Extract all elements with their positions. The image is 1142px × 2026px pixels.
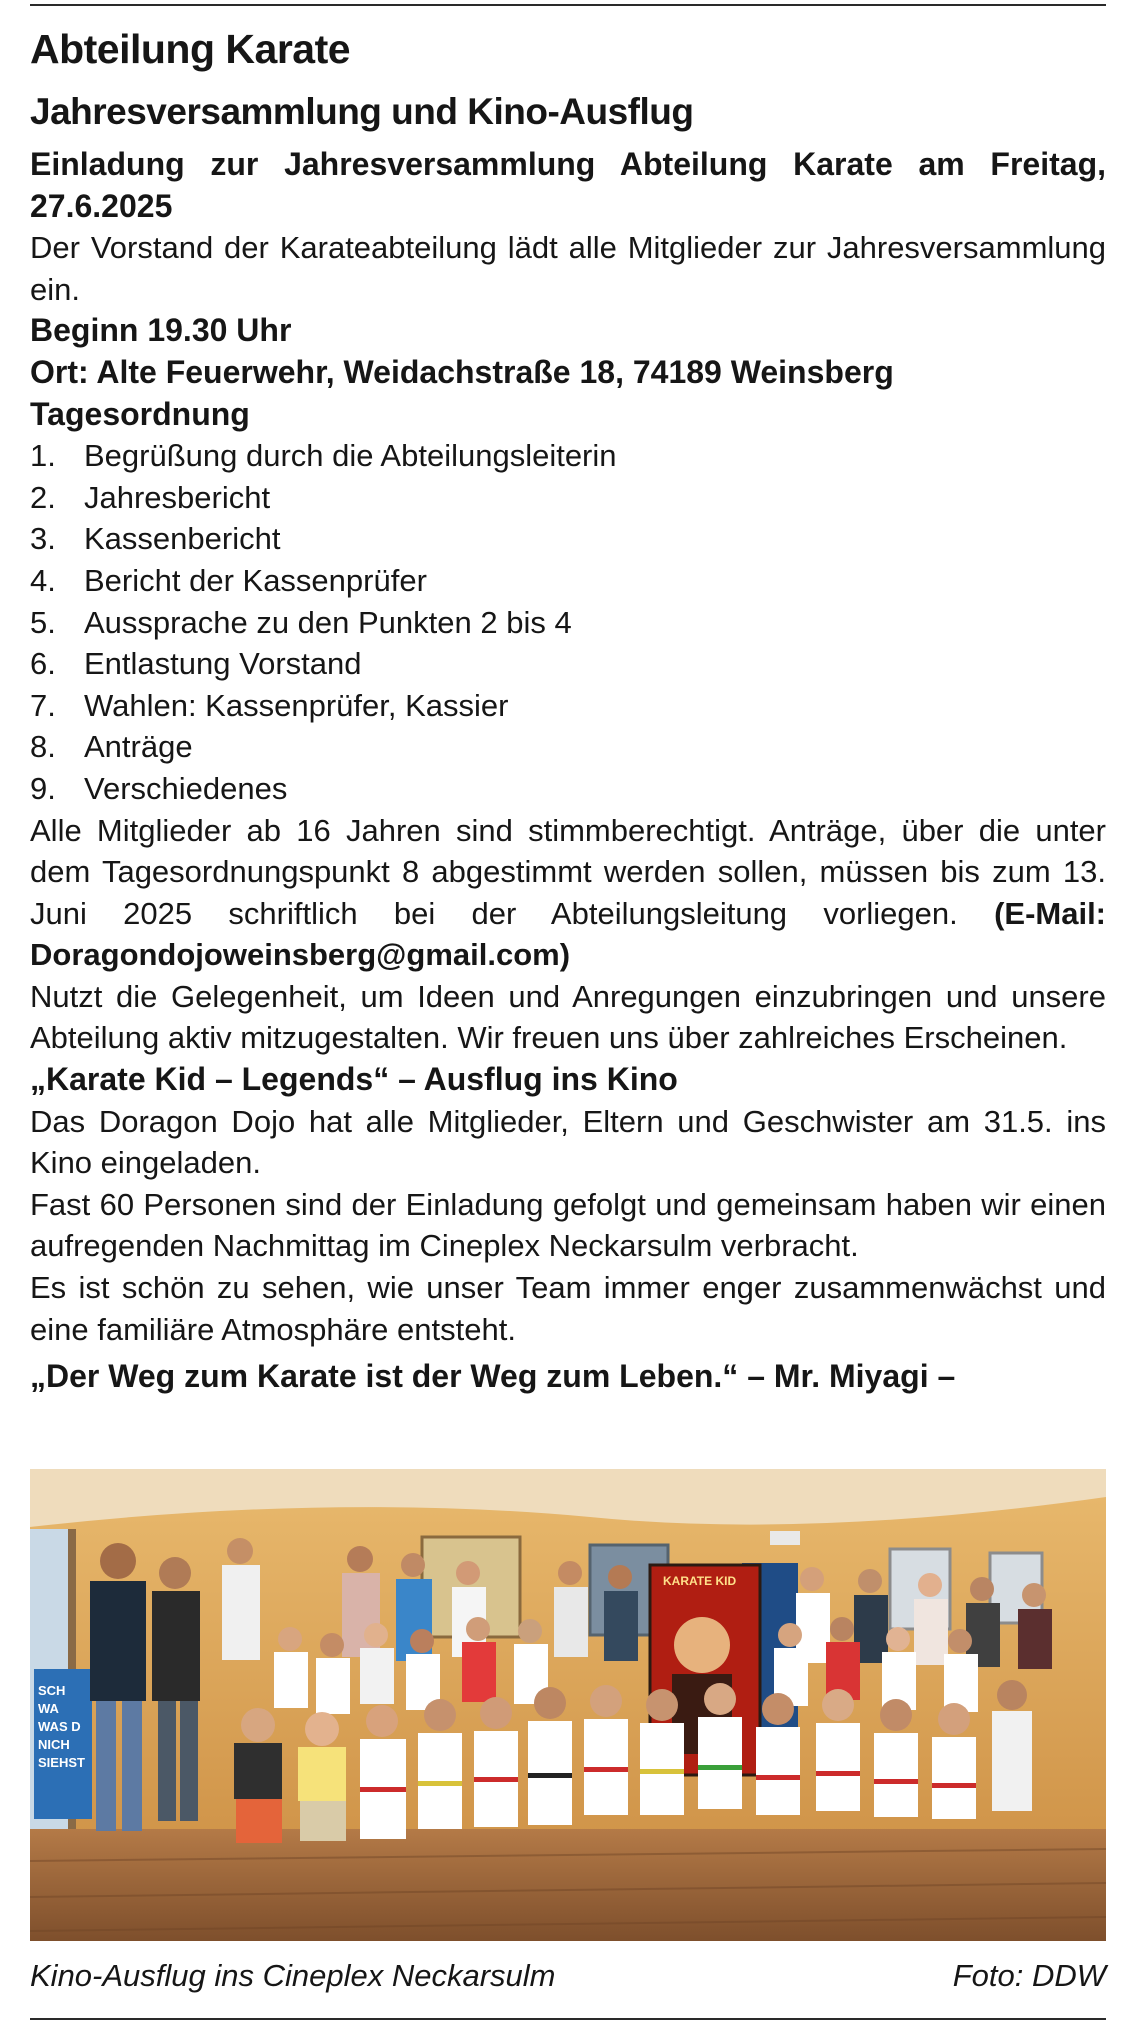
agenda-text: Wahlen: Kassenprüfer, Kassier <box>84 687 509 723</box>
agenda-text: Entlastung Vorstand <box>84 646 362 682</box>
cinema-paragraph: Es ist schön zu sehen, wie unser Team immer enger zusammenwächst und eine familiäre Atmosphäre entsteht. <box>30 1270 1106 1347</box>
banner-line: WAS D <box>38 1719 81 1734</box>
agenda-number: 1. <box>30 438 56 474</box>
cinema-paragraph: Fast 60 Personen sind der Einladung gefolgt und gemeinsam haben wir einen aufregenden Nachmittag im Cineplex Neckarsulm verbracht. <box>30 1186 1106 1264</box>
agenda-number: 6. <box>30 646 56 682</box>
agenda-number: 5. <box>30 604 56 640</box>
bottom-rule <box>30 2018 1106 2020</box>
agenda-number: 7. <box>30 687 56 723</box>
agenda-item <box>30 602 1106 644</box>
section-title: Abteilung Karate <box>30 26 351 72</box>
cinema-paragraph: Das Doragon Dojo hat alle Mitglieder, Eltern und Geschwister am 31.5. ins Kino eingeladen. <box>30 1103 1106 1181</box>
exit-sign <box>770 1531 800 1545</box>
top-rule <box>30 4 1106 6</box>
banner-line: NICH <box>38 1737 70 1752</box>
poster-face <box>674 1617 730 1673</box>
agenda-text: Aussprache zu den Punkten 2 bis 4 <box>84 604 572 640</box>
agenda-number: 3. <box>30 521 56 557</box>
article <box>30 0 1106 2026</box>
agenda-number: 8. <box>30 729 56 765</box>
movie-poster-title: KARATE KID <box>663 1574 737 1588</box>
agenda-item <box>30 726 1106 768</box>
agenda-number: 2. <box>30 479 56 515</box>
miyagi-quote: „Der Weg zum Karate ist der Weg zum Leben.“ – Mr. Miyagi – <box>30 1358 956 1395</box>
invitation-heading: Einladung zur Jahresversammlung Abteilung Karate am Freitag, 27.6.2025 <box>30 146 1106 224</box>
agenda-number: 9. <box>30 770 56 806</box>
agenda-text: Bericht der Kassenprüfer <box>84 562 427 598</box>
banner-line: SIEHST <box>38 1755 85 1770</box>
agenda-item <box>30 435 1106 477</box>
group-photo-illustration <box>30 1469 1106 1941</box>
voting-paragraph <box>30 810 1106 976</box>
agenda-item <box>30 477 1106 519</box>
group-photo <box>30 1469 1106 1941</box>
agenda-text: Verschiedenes <box>84 770 288 806</box>
encouragement-text: Nutzt die Gelegenheit, um Ideen und Anregungen einzubringen und unsere Abteilung aktiv mitzugestalten. Wir freuen uns über zahlreiches Erscheinen. <box>30 978 1106 1056</box>
article-body <box>30 144 1106 1398</box>
email-text: (E-Mail: Doragondojoweinsberg@gmail.com) <box>30 895 1106 973</box>
start-time: Beginn 19.30 Uhr <box>30 312 292 349</box>
agenda-item <box>30 518 1106 560</box>
photo-caption: Kino-Ausflug ins Cineplex Neckarsulm <box>30 1958 556 1993</box>
agenda-text: Kassenbericht <box>84 521 281 557</box>
cinema-heading: „Karate Kid – Legends“ – Ausflug ins Kino <box>30 1061 678 1098</box>
agenda-item <box>30 560 1106 602</box>
agenda-number: 4. <box>30 562 56 598</box>
agenda-item <box>30 685 1106 727</box>
invitation-text: Der Vorstand der Karateabteilung lädt alle Mitglieder zur Jahresversammlung ein. <box>30 230 1106 307</box>
location: Ort: Alte Feuerwehr, Weidachstraße 18, 74189 Weinsberg <box>30 353 894 390</box>
agenda-text: Jahresbericht <box>84 479 271 515</box>
headline: Jahresversammlung und Kino-Ausflug <box>30 91 694 132</box>
banner-line: WA <box>38 1701 59 1716</box>
photo-credit: Foto: DDW <box>952 1958 1106 1993</box>
agenda-heading: Tagesordnung <box>30 395 250 432</box>
agenda-text: Begrüßung durch die Abteilungsleiterin <box>84 438 617 474</box>
agenda-text: Anträge <box>84 729 193 765</box>
voting-text: Alle Mitglieder ab 16 Jahren sind stimmberechtigt. Anträge, über die unter dem Tagesordnungspunkt 8 abgestimmt werden sollen, müssen bis zum 13. Juni 2025 schriftlich bei der Abteilungsleitung vorliegen. <box>30 812 1106 931</box>
agenda-list <box>30 435 1106 809</box>
agenda-item <box>30 768 1106 810</box>
banner-line: SCH <box>38 1683 66 1698</box>
agenda-item <box>30 643 1106 685</box>
